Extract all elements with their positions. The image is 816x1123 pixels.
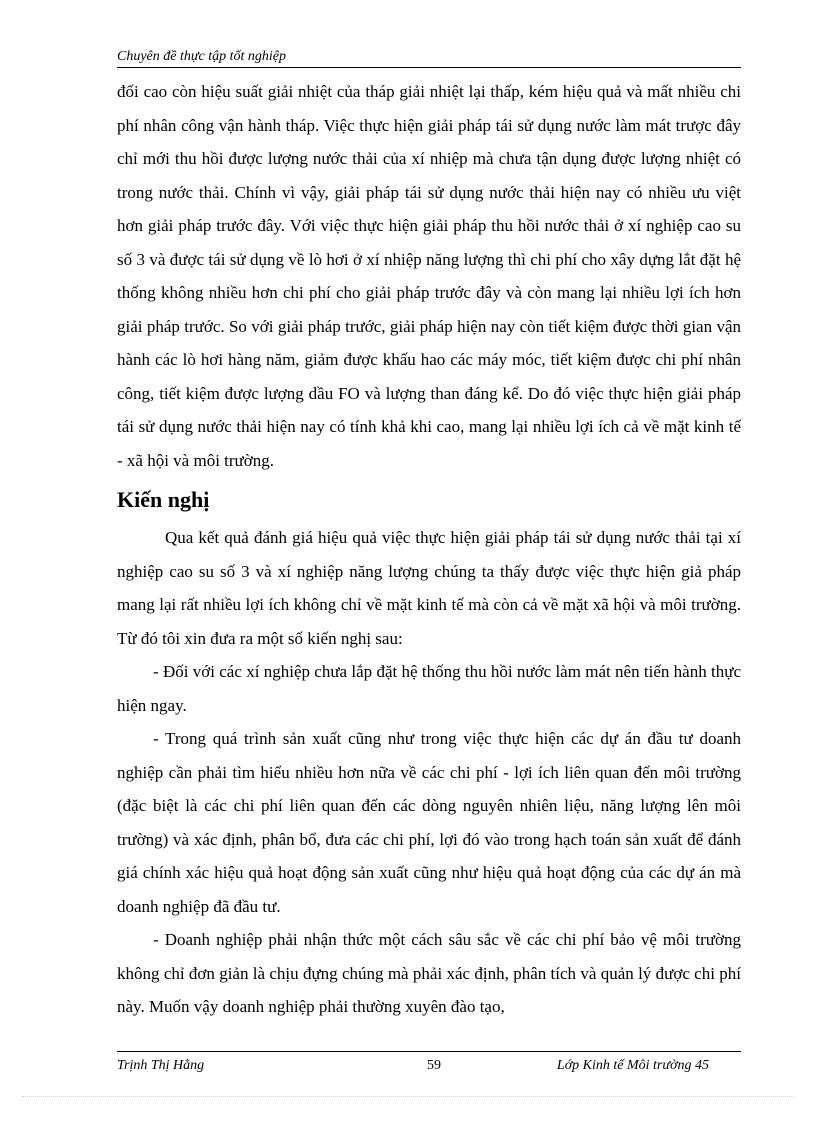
footer-class-name: Lớp Kinh tế Môi trường 45	[556, 1058, 709, 1073]
section-heading: Kiến nghị	[117, 487, 210, 512]
section-intro-paragraph: Qua kết quả đánh giá hiệu quả việc thực hiện giải pháp tái sử dụng nước thải tại xí nghiệp cao su số 3 và xí nghiệp năng lượng chúng ta thấy được việc thực hiện giả pháp mang lại rất nhiều lợi ích không chỉ về mặt kinh tế mà còn cả về mặt xã hội và môi trường. Từ đó tôi xin đưa ra một số kiến nghị sau:	[117, 528, 741, 648]
page-number: 59	[427, 1058, 441, 1073]
recommendation-item: - Trong quá trình sản xuất cũng như trong việc thực hiện các dự án đầu tư doanh nghiệp cần phải tìm hiểu nhiều hơn nữa về các chi phí - lợi ích liên quan đến môi trường (đặc biệt là các chi phí liên quan đến các dòng nguyên nhiên liệu, năng lượng lên môi trường) và xác định, phân bổ, đưa các chi phí, lợi đó vào trong hạch toán sản xuất để đánh giá chính xác hiệu quả hoạt động sản xuất cũng như hiệu quả hoạt động của các dự án mà doanh nghiệp đã đầu tư.	[117, 729, 741, 916]
page-footer	[117, 1051, 741, 1074]
intro-paragraph: đối cao còn hiệu suất giải nhiệt của tháp giải nhiệt lại thấp, kém hiệu quả và mất nhiều chi phí nhân công vận hành tháp. Việc thực hiện giải pháp tái sử dụng nước làm mát trược đây chỉ mới thu hồi được lượng nước thải của xí nhiệp mà chưa tận dụng được lượng nhiệt có trong nước thải. Chính vì vậy, giải pháp tái sử dụng nước thải hiện nay có nhiều ưu việt hơn giải pháp trước đây. Với việc thực hiện giải pháp thu hồi nước thải ở xí nghiệp cao su số 3 và được tái sử dụng về lò hơi ở xí nhiệp năng lượng thì chi phí cho xây dựng lắt đặt hệ thống không nhiều hơn chi phí cho giải pháp trước đây và còn mang lại nhiều lợi ích hơn giải pháp trước. So với giải pháp trước, giải pháp hiện nay còn tiết kiệm được thời gian vận hành các lò hơi hàng năm, giảm được khấu hao các máy móc, tiết kiệm được chi phí nhân công, tiết kiệm được lượng dầu FO và lượng than đáng kể. Do đó việc thực hiện giải pháp tái sử dụng nước thải hiện nay có tính khả khi cao, mang lại nhiều lợi ích cả về mặt kinh tế - xã hội và môi trường.	[117, 82, 741, 470]
recommendation-item: - Đối với các xí nghiệp chưa lắp đặt hệ thống thu hồi nước làm mát nên tiến hành thực hiện ngay.	[117, 662, 741, 715]
recommendation-item: - Doanh nghiệp phải nhận thức một cách sâu sắc về các chi phí bảo vệ môi trường không chỉ đơn giản là chịu đựng chúng mà phải xác định, phân tích và quản lý được chi phí này. Muốn vậy doanh nghiệp phải thường xuyên đào tạo,	[117, 930, 741, 1016]
header-title: Chuyên đề thực tập tốt nghiệp	[117, 49, 286, 64]
page-bottom-divider	[22, 1096, 794, 1097]
footer-author: Trịnh Thị Hằng	[117, 1058, 205, 1073]
document-body	[117, 75, 741, 1024]
page-header	[117, 48, 741, 68]
